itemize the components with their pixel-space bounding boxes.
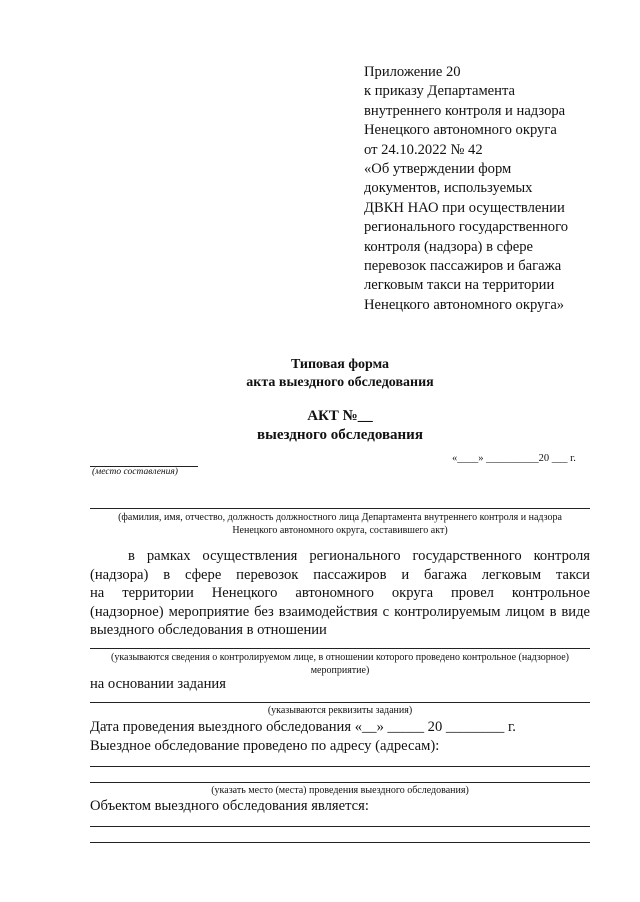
paragraph-line: (надзора) в сфере перевозок пассажиров и багажа легковым такси — [90, 566, 590, 583]
object-line: Объектом выездного обследования является: — [90, 798, 369, 814]
place-label: (место составления) — [92, 467, 178, 477]
object-field-line-1[interactable] — [90, 826, 590, 827]
appendix-line: к приказу Департамента — [364, 83, 515, 100]
appendix-line: «Об утверждении форм — [364, 161, 512, 178]
official-field-line[interactable] — [90, 508, 590, 509]
appendix-line: Ненецкого автономного округа — [364, 122, 557, 139]
appendix-line: от 24.10.2022 № 42 — [364, 141, 483, 158]
inspection-date-line[interactable]: Дата проведения выездного обследования «__» _____ 20 ________ г. — [90, 719, 516, 735]
controlled-note-line1: (указываются сведения о контролируемом лице, в отношении которого проведено контрольное (надзорное) — [111, 652, 569, 663]
paragraph-line: на территории Ненецкого автономного округа провел контрольное — [90, 585, 590, 601]
appendix-line: Приложение 20 — [364, 64, 461, 80]
paragraph-line: в рамках осуществления регионального государственного контроля — [128, 548, 590, 564]
task-field-line[interactable] — [90, 702, 590, 703]
act-title — [0, 407, 640, 445]
official-note — [90, 511, 590, 537]
appendix-line: внутреннего контроля и надзора — [364, 102, 566, 119]
act-title-line2: выездного обследования — [257, 427, 423, 443]
object-field-line-2[interactable] — [90, 842, 590, 843]
official-note-line1: (фамилия, имя, отчество, должность должностного лица Департамента внутреннего контроля и надзора — [118, 512, 562, 523]
appendix-line: документов, используемых — [364, 180, 533, 197]
address-line: Выездное обследование проведено по адресу (адресам): — [90, 738, 440, 754]
main-paragraph — [90, 547, 590, 640]
appendix-header — [364, 63, 624, 315]
appendix-line: легковым такси на территории — [364, 277, 555, 294]
controlled-note — [90, 651, 590, 677]
form-title-line2: акта выездного обследования — [246, 375, 434, 390]
form-title — [0, 356, 640, 392]
appendix-line: регионального государственного — [364, 219, 569, 236]
place-note: (указать место (места) проведения выездного обследования) — [211, 785, 469, 796]
form-title-line1: Типовая форма — [290, 357, 390, 372]
paragraph-line: выездного обследования в отношении — [90, 622, 327, 638]
controlled-entity-field-line[interactable] — [90, 648, 590, 649]
address-field-line-1[interactable] — [90, 766, 590, 767]
act-title-line1: АКТ №__ — [307, 408, 373, 424]
appendix-line: ДВКН НАО при осуществлении — [364, 199, 565, 216]
appendix-line: контроля (надзора) в сфере — [364, 238, 533, 255]
basis-text: на основании задания — [90, 676, 226, 692]
place-field[interactable] — [90, 452, 198, 467]
address-field-line-2[interactable] — [90, 782, 590, 783]
official-note-line2: Ненецкого автономного округа, составившего акт) — [232, 525, 448, 536]
task-note: (указываются реквизиты задания) — [267, 705, 413, 716]
controlled-note-line2: мероприятие) — [310, 665, 370, 676]
appendix-line: перевозок пассажиров и багажа — [364, 258, 562, 275]
paragraph-line: (надзорное) мероприятие без взаимодействия с контролируемым лицом в виде — [90, 603, 590, 620]
appendix-line: Ненецкого автономного округа» — [364, 296, 565, 313]
date-field[interactable]: «____» __________20 ___ г. — [452, 453, 576, 464]
